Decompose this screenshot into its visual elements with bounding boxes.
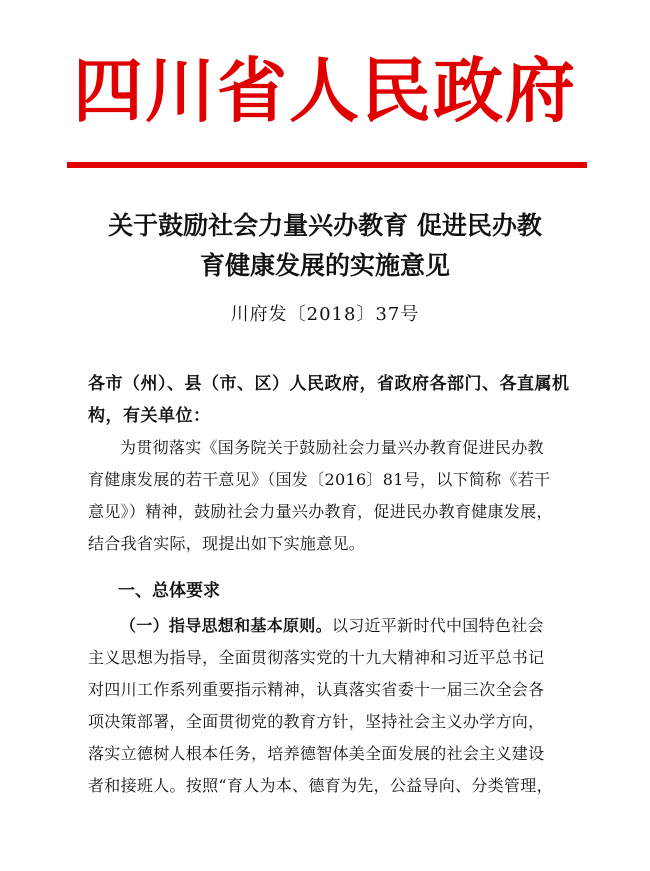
- paragraph-line: 主义思想为指导，全面贯彻落实党的十九大精神和习近平总书记: [88, 648, 545, 667]
- recipients-line: 构，有关单位：: [88, 406, 211, 426]
- paragraph-line: 为贯彻落实《国务院关于鼓励社会力量兴办教育促进民办教: [120, 438, 544, 457]
- paragraph-line: 者和接班人。按照“育人为本、德育为先，公益导向、分类管理，: [88, 776, 553, 795]
- document-title: [60, 206, 590, 286]
- paragraph-line: 结合我省实际，现提出如下实施意见。: [88, 534, 366, 553]
- title-line: 育健康发展的实施意见: [199, 251, 450, 280]
- paragraph-line: 项决策部署，全面贯彻党的教育方针，坚持社会主义办学方向，: [88, 712, 545, 731]
- paragraph-line: 育健康发展的若干意见》（国发〔2016〕81号，以下简称《若干: [88, 470, 551, 489]
- recipients-line: 各市（州）、县（市、区）人民政府，省政府各部门、各直属机: [88, 374, 570, 394]
- paragraph-line: 意见》）精神，鼓励社会力量兴办教育，促进民办教育健康发展，: [88, 502, 553, 521]
- red-divider-rule: [67, 162, 587, 168]
- document-number: 川府发〔2018〕37号: [230, 304, 420, 325]
- guiding-principles-paragraph: [88, 610, 573, 802]
- paragraph-line: 落实立德树人根本任务，培养德智体美全面发展的社会主义建设: [88, 744, 545, 763]
- paragraph-line: 对四川工作系列重要指示精神，认真落实省委十一届三次全会各: [88, 680, 545, 699]
- issuing-authority-masthead: 四川省人民政府: [73, 49, 577, 132]
- title-line: 关于鼓励社会力量兴办教育 促进民办教: [108, 211, 542, 240]
- paragraph-text: 以习近平新时代中国特色社会: [331, 616, 544, 635]
- recipients: [88, 368, 568, 432]
- section-heading: 一、总体要求: [118, 581, 220, 601]
- subsection-heading: （一）指导思想和基本原则。: [120, 616, 332, 635]
- paragraph-line: [88, 610, 573, 642]
- intro-paragraph: [88, 432, 573, 560]
